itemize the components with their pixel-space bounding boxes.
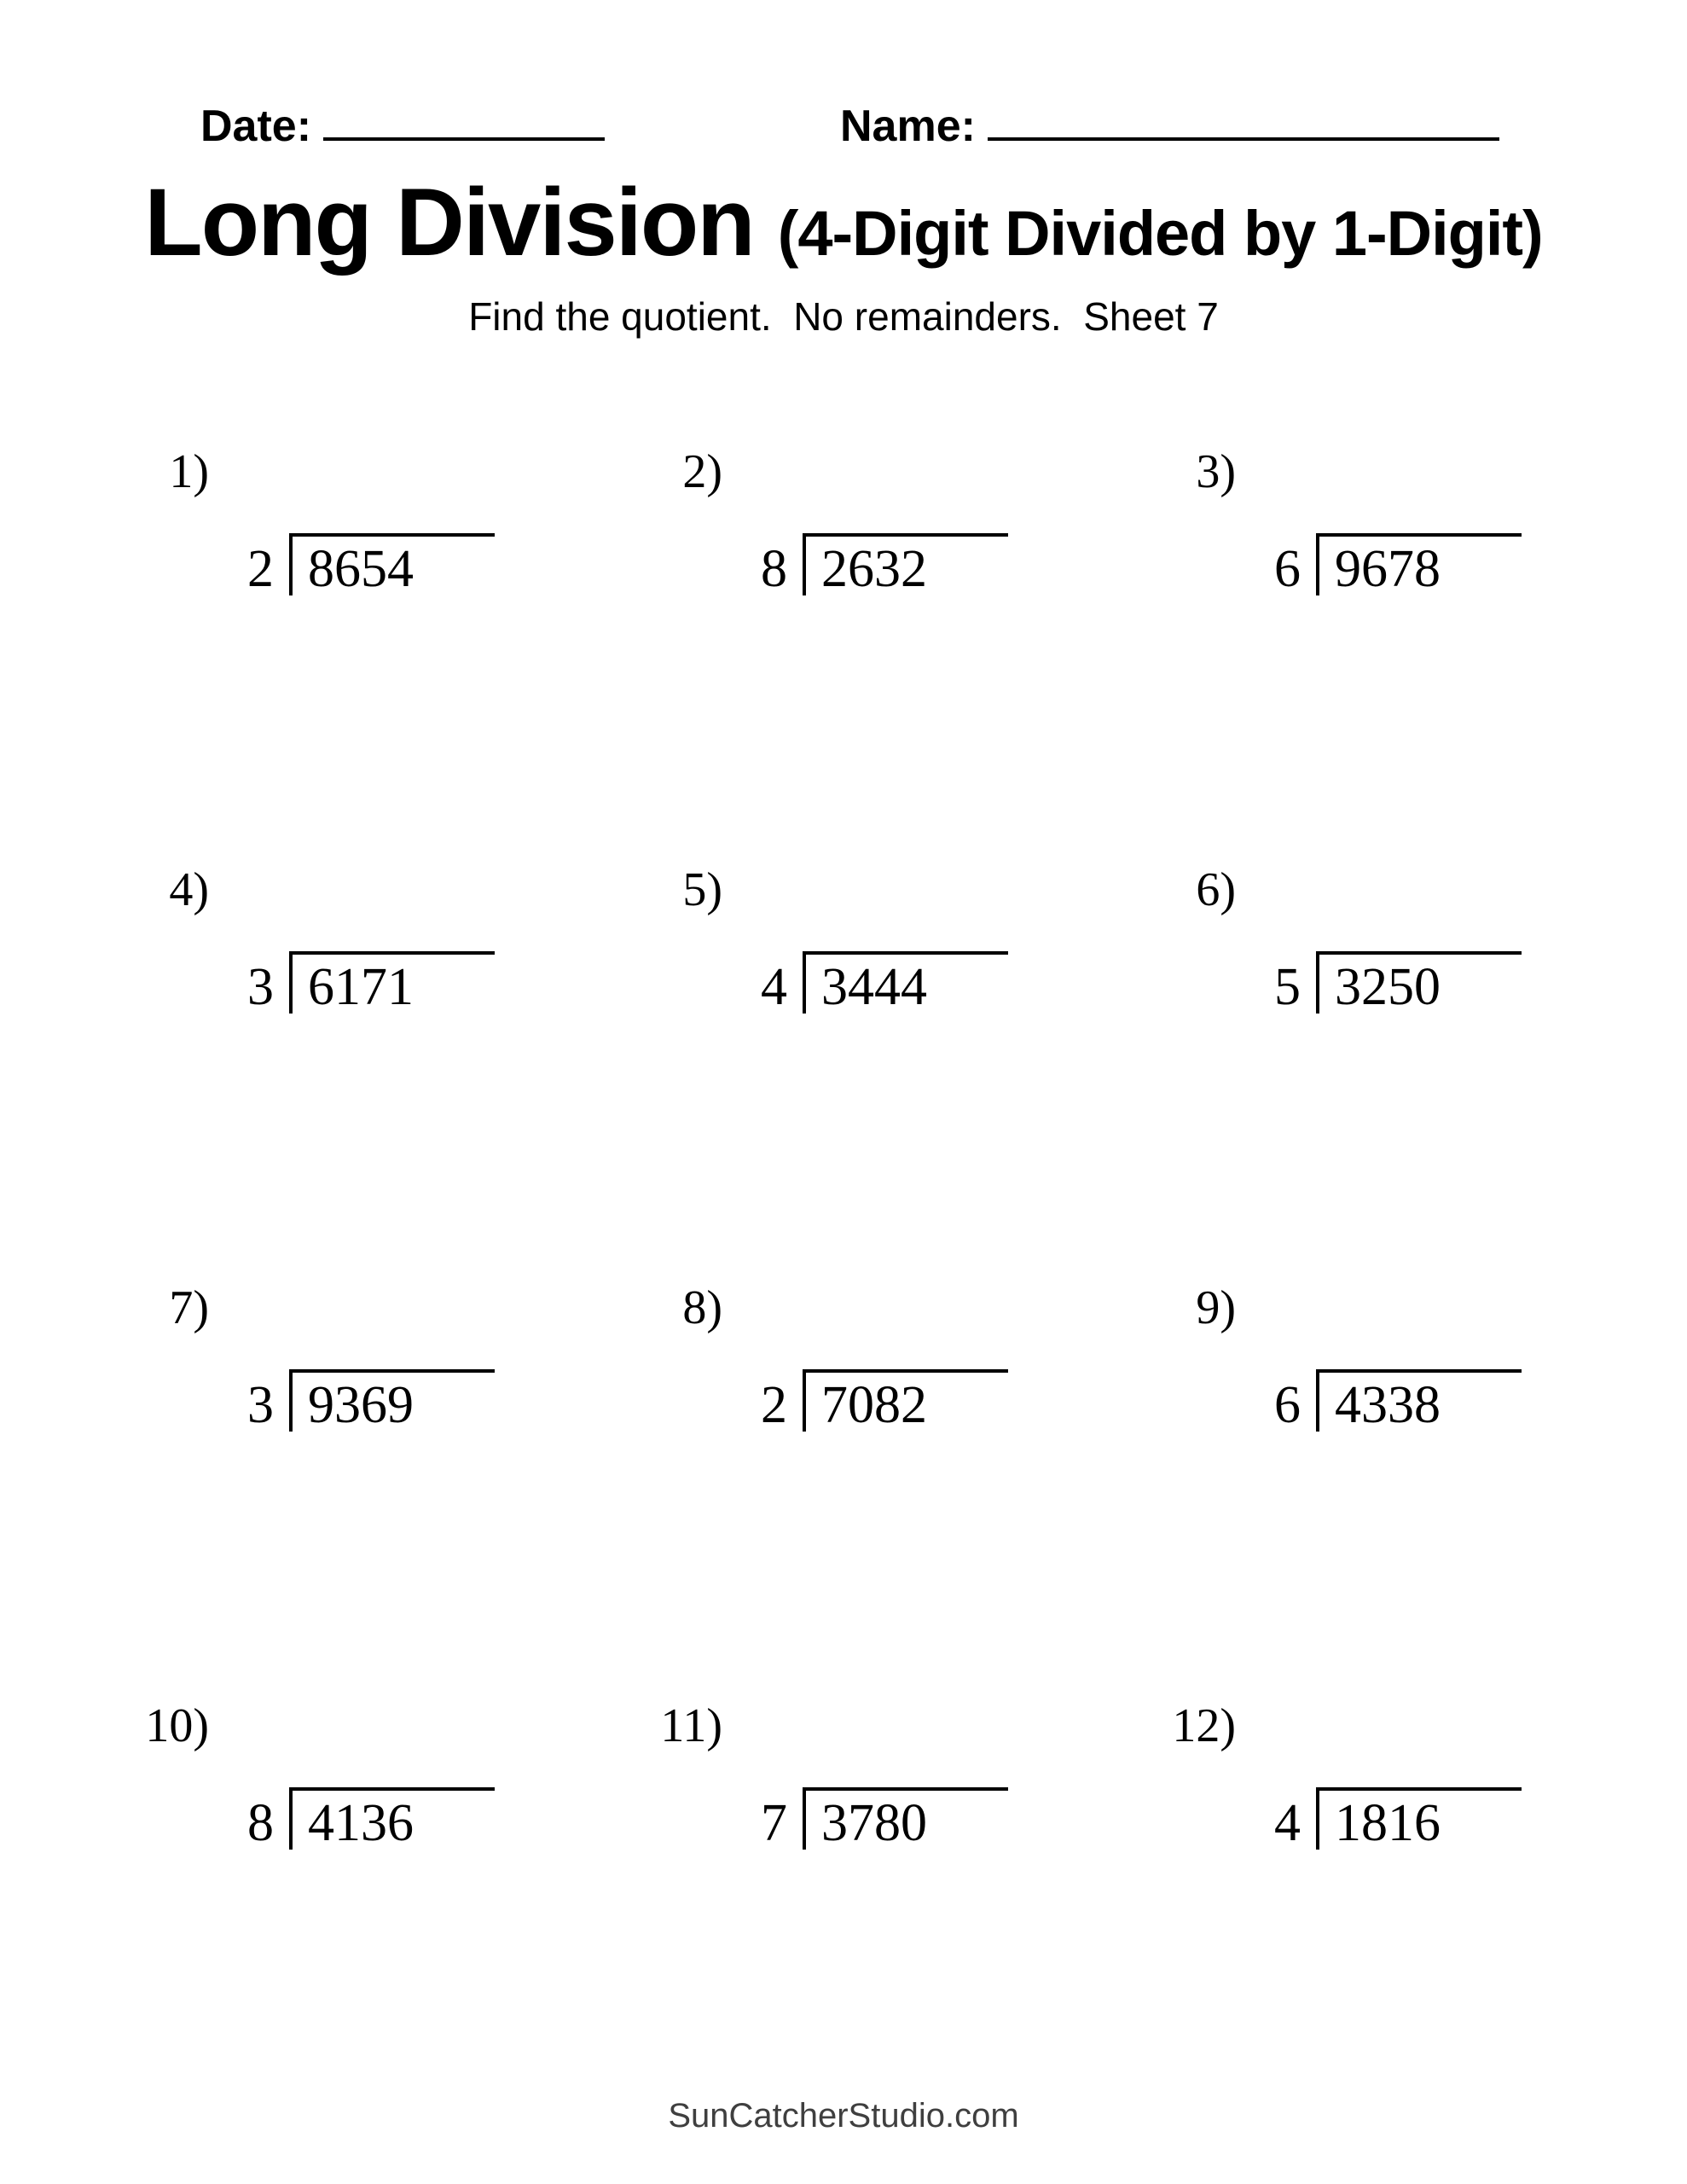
name-blank-line [988, 137, 1499, 141]
title-main: Long Division [144, 169, 754, 276]
divisor: 2 [761, 1376, 787, 1434]
problem-5 [650, 863, 1163, 1284]
divisor: 5 [1274, 958, 1301, 1016]
problem-8 [650, 1281, 1163, 1702]
dividend: 3780 [803, 1787, 1008, 1850]
divisor: 3 [247, 958, 274, 1016]
problem-number: 10) [145, 1699, 209, 1752]
division-expression [761, 1787, 1008, 1850]
name-label: Name: [840, 102, 976, 151]
dividend: 7082 [803, 1369, 1008, 1432]
problem-number: 12) [1172, 1699, 1236, 1752]
problem-7 [136, 1281, 650, 1702]
divisor: 3 [247, 1376, 274, 1434]
division-expression [247, 1787, 495, 1850]
dividend: 3250 [1316, 951, 1522, 1014]
problem-3 [1163, 445, 1677, 866]
date-field [200, 101, 605, 152]
problem-4 [136, 863, 650, 1284]
date-blank-line [323, 137, 605, 141]
division-expression [1274, 533, 1522, 598]
footer-site-credit: SunCatcherStudio.com [668, 2097, 1019, 2135]
title-qualifier: (4-Digit Divided by 1-Digit) [777, 198, 1543, 269]
dividend: 1816 [1316, 1787, 1522, 1850]
division-expression [247, 951, 495, 1014]
problem-number: 2) [682, 445, 722, 498]
problem-number: 3) [1196, 445, 1236, 498]
problem-12 [1163, 1699, 1677, 2120]
problem-9 [1163, 1281, 1677, 1702]
problem-11 [650, 1699, 1163, 2120]
dividend: 9369 [289, 1369, 495, 1432]
date-label: Date: [200, 102, 312, 151]
divisor: 4 [761, 958, 787, 1016]
dividend: 4136 [289, 1787, 495, 1850]
problem-number: 4) [169, 863, 209, 916]
division-expression [761, 533, 1008, 598]
division-expression [1274, 951, 1522, 1014]
dividend: 8654 [289, 533, 495, 595]
problem-number: 11) [660, 1699, 722, 1752]
divisor: 4 [1274, 1794, 1301, 1852]
division-expression [247, 1369, 495, 1432]
division-expression [761, 1369, 1008, 1432]
divisor: 7 [761, 1794, 787, 1852]
division-expression [1274, 1369, 1522, 1432]
divisor: 6 [1274, 1376, 1301, 1434]
name-field [840, 101, 1499, 152]
divisor: 6 [1274, 540, 1301, 598]
dividend: 9678 [1316, 533, 1522, 595]
division-expression [761, 951, 1008, 1014]
dividend: 6171 [289, 951, 495, 1014]
page-title [0, 167, 1687, 277]
dividend: 4338 [1316, 1369, 1522, 1432]
problem-number: 5) [682, 863, 722, 916]
problem-number: 9) [1196, 1281, 1236, 1334]
divisor: 8 [247, 1794, 274, 1852]
problem-10 [136, 1699, 650, 2120]
problem-number: 7) [169, 1281, 209, 1334]
divisor: 8 [761, 540, 787, 598]
problem-number: 8) [682, 1281, 722, 1334]
problem-6 [1163, 863, 1677, 1284]
problems-grid [136, 445, 1677, 2120]
division-expression [247, 533, 495, 598]
problem-1 [136, 445, 650, 866]
instructions: Find the quotient. No remainders. Sheet 7 [468, 294, 1219, 339]
problem-number: 6) [1196, 863, 1236, 916]
problem-number: 1) [169, 445, 209, 498]
divisor: 2 [247, 540, 274, 598]
problem-2 [650, 445, 1163, 866]
dividend: 2632 [803, 533, 1008, 595]
division-expression [1274, 1787, 1522, 1850]
dividend: 3444 [803, 951, 1008, 1014]
